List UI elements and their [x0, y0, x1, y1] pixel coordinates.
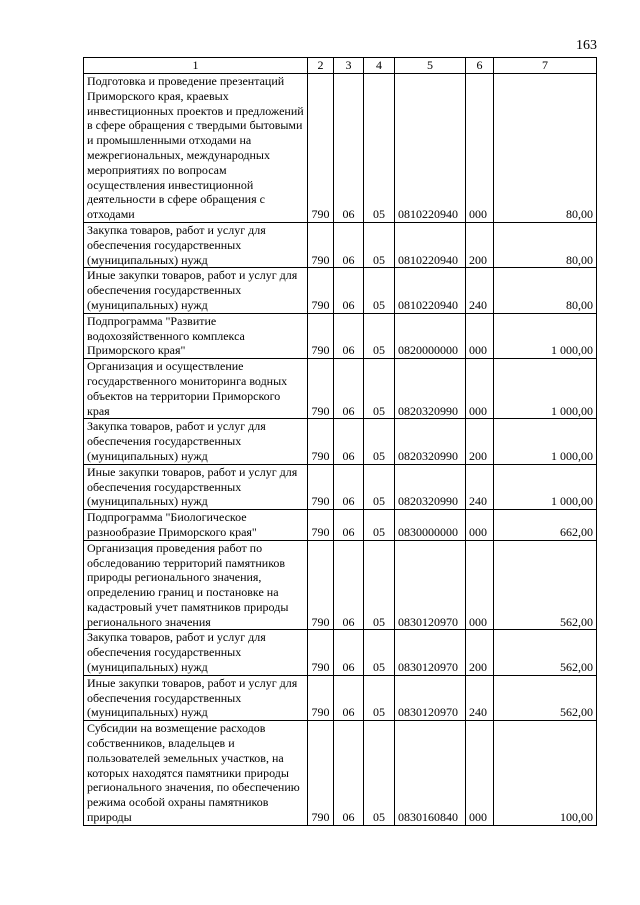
row-admin-code-cell: 790	[308, 464, 334, 509]
row-amount-cell: 1 000,00	[494, 359, 597, 419]
row-admin-code-cell: 790	[308, 540, 334, 630]
row-subsection-cell: 05	[364, 222, 395, 267]
row-expense-type-cell: 000	[466, 721, 494, 826]
row-expense-type-cell: 240	[466, 268, 494, 313]
row-subsection-cell: 05	[364, 268, 395, 313]
column-header-6: 6	[466, 58, 494, 74]
table-row	[84, 313, 597, 358]
table-row	[84, 464, 597, 509]
row-admin-code-cell: 790	[308, 510, 334, 541]
row-amount-cell: 100,00	[494, 721, 597, 826]
row-section-cell: 06	[334, 268, 364, 313]
row-expense-type-cell: 200	[466, 630, 494, 675]
row-amount-cell: 562,00	[494, 630, 597, 675]
row-name-cell: Закупка товаров, работ и услуг для обеспечения государственных (муниципальных) нужд	[84, 630, 308, 675]
row-expense-type-cell: 000	[466, 540, 494, 630]
row-section-cell: 06	[334, 359, 364, 419]
row-target-article-cell: 0810220940	[395, 74, 466, 223]
page-number: 163	[576, 38, 597, 53]
row-expense-type-cell: 200	[466, 419, 494, 464]
row-target-article-cell: 0830160840	[395, 721, 466, 826]
row-amount-cell: 662,00	[494, 510, 597, 541]
row-target-article-cell: 0810220940	[395, 268, 466, 313]
row-expense-type-cell: 000	[466, 313, 494, 358]
column-header-1: 1	[84, 58, 308, 74]
row-admin-code-cell: 790	[308, 630, 334, 675]
row-admin-code-cell: 790	[308, 222, 334, 267]
column-header-4: 4	[364, 58, 395, 74]
row-target-article-cell: 0830120970	[395, 675, 466, 720]
row-amount-cell: 562,00	[494, 540, 597, 630]
row-amount-cell: 1 000,00	[494, 464, 597, 509]
row-name-cell: Организация проведения работ по обследованию территорий памятников природы регионального значения, определению границ и постановке на кадастровый учет памятников природы регионального значения	[84, 540, 308, 630]
row-target-article-cell: 0830000000	[395, 510, 466, 541]
table-row	[84, 74, 597, 223]
row-section-cell: 06	[334, 721, 364, 826]
row-target-article-cell: 0810220940	[395, 222, 466, 267]
row-amount-cell: 80,00	[494, 268, 597, 313]
row-target-article-cell: 0820000000	[395, 313, 466, 358]
row-name-cell: Подготовка и проведение презентаций Приморского края, краевых инвестиционных проектов и предложений в сфере обращения с твердыми бытовыми и промышленными отходами на межрегиональных, международных мероприятиях по вопросам осуществления инвестиционной деятельности в сфере обращения с отходами	[84, 74, 308, 223]
row-section-cell: 06	[334, 510, 364, 541]
row-admin-code-cell: 790	[308, 268, 334, 313]
row-name-cell: Организация и осуществление государственного мониторинга водных объектов на территории Приморского края	[84, 359, 308, 419]
row-admin-code-cell: 790	[308, 74, 334, 223]
row-name-cell: Иные закупки товаров, работ и услуг для обеспечения государственных (муниципальных) нужд	[84, 268, 308, 313]
row-subsection-cell: 05	[364, 313, 395, 358]
table-row	[84, 675, 597, 720]
row-admin-code-cell: 790	[308, 419, 334, 464]
row-section-cell: 06	[334, 222, 364, 267]
row-section-cell: 06	[334, 419, 364, 464]
row-amount-cell: 1 000,00	[494, 313, 597, 358]
row-section-cell: 06	[334, 675, 364, 720]
table-row	[84, 721, 597, 826]
row-subsection-cell: 05	[364, 464, 395, 509]
row-expense-type-cell: 240	[466, 464, 494, 509]
row-subsection-cell: 05	[364, 721, 395, 826]
column-header-7: 7	[494, 58, 597, 74]
row-amount-cell: 562,00	[494, 675, 597, 720]
row-section-cell: 06	[334, 464, 364, 509]
row-target-article-cell: 0830120970	[395, 540, 466, 630]
row-admin-code-cell: 790	[308, 359, 334, 419]
row-target-article-cell: 0820320990	[395, 419, 466, 464]
row-amount-cell: 1 000,00	[494, 419, 597, 464]
table-row	[84, 510, 597, 541]
row-name-cell: Иные закупки товаров, работ и услуг для обеспечения государственных (муниципальных) нужд	[84, 675, 308, 720]
row-expense-type-cell: 000	[466, 74, 494, 223]
row-subsection-cell: 05	[364, 359, 395, 419]
row-section-cell: 06	[334, 313, 364, 358]
row-section-cell: 06	[334, 540, 364, 630]
table-row	[84, 540, 597, 630]
table-row	[84, 630, 597, 675]
table-row	[84, 222, 597, 267]
column-header-2: 2	[308, 58, 334, 74]
row-target-article-cell: 0820320990	[395, 464, 466, 509]
row-name-cell: Иные закупки товаров, работ и услуг для обеспечения государственных (муниципальных) нужд	[84, 464, 308, 509]
row-name-cell: Субсидии на возмещение расходов собственников, владельцев и пользователей земельных участков, на которых находятся памятники природы регионального значения, по обеспечению режима особой охраны памятников природы	[84, 721, 308, 826]
row-target-article-cell: 0820320990	[395, 359, 466, 419]
table-row	[84, 419, 597, 464]
row-name-cell: Подпрограмма "Биологическое разнообразие Приморского края"	[84, 510, 308, 541]
row-amount-cell: 80,00	[494, 222, 597, 267]
row-admin-code-cell: 790	[308, 721, 334, 826]
row-target-article-cell: 0830120970	[395, 630, 466, 675]
table-row	[84, 359, 597, 419]
row-admin-code-cell: 790	[308, 675, 334, 720]
row-subsection-cell: 05	[364, 675, 395, 720]
row-name-cell: Закупка товаров, работ и услуг для обеспечения государственных (муниципальных) нужд	[84, 222, 308, 267]
row-subsection-cell: 05	[364, 630, 395, 675]
row-expense-type-cell: 000	[466, 359, 494, 419]
row-subsection-cell: 05	[364, 540, 395, 630]
row-amount-cell: 80,00	[494, 74, 597, 223]
row-expense-type-cell: 000	[466, 510, 494, 541]
table-header-row	[84, 58, 597, 74]
row-subsection-cell: 05	[364, 74, 395, 223]
budget-table	[83, 57, 597, 826]
row-expense-type-cell: 200	[466, 222, 494, 267]
column-header-5: 5	[395, 58, 466, 74]
table-row	[84, 268, 597, 313]
row-subsection-cell: 05	[364, 419, 395, 464]
row-section-cell: 06	[334, 74, 364, 223]
row-admin-code-cell: 790	[308, 313, 334, 358]
row-name-cell: Подпрограмма "Развитие водохозяйственного комплекса Приморского края"	[84, 313, 308, 358]
row-section-cell: 06	[334, 630, 364, 675]
column-header-3: 3	[334, 58, 364, 74]
row-expense-type-cell: 240	[466, 675, 494, 720]
row-subsection-cell: 05	[364, 510, 395, 541]
row-name-cell: Закупка товаров, работ и услуг для обеспечения государственных (муниципальных) нужд	[84, 419, 308, 464]
